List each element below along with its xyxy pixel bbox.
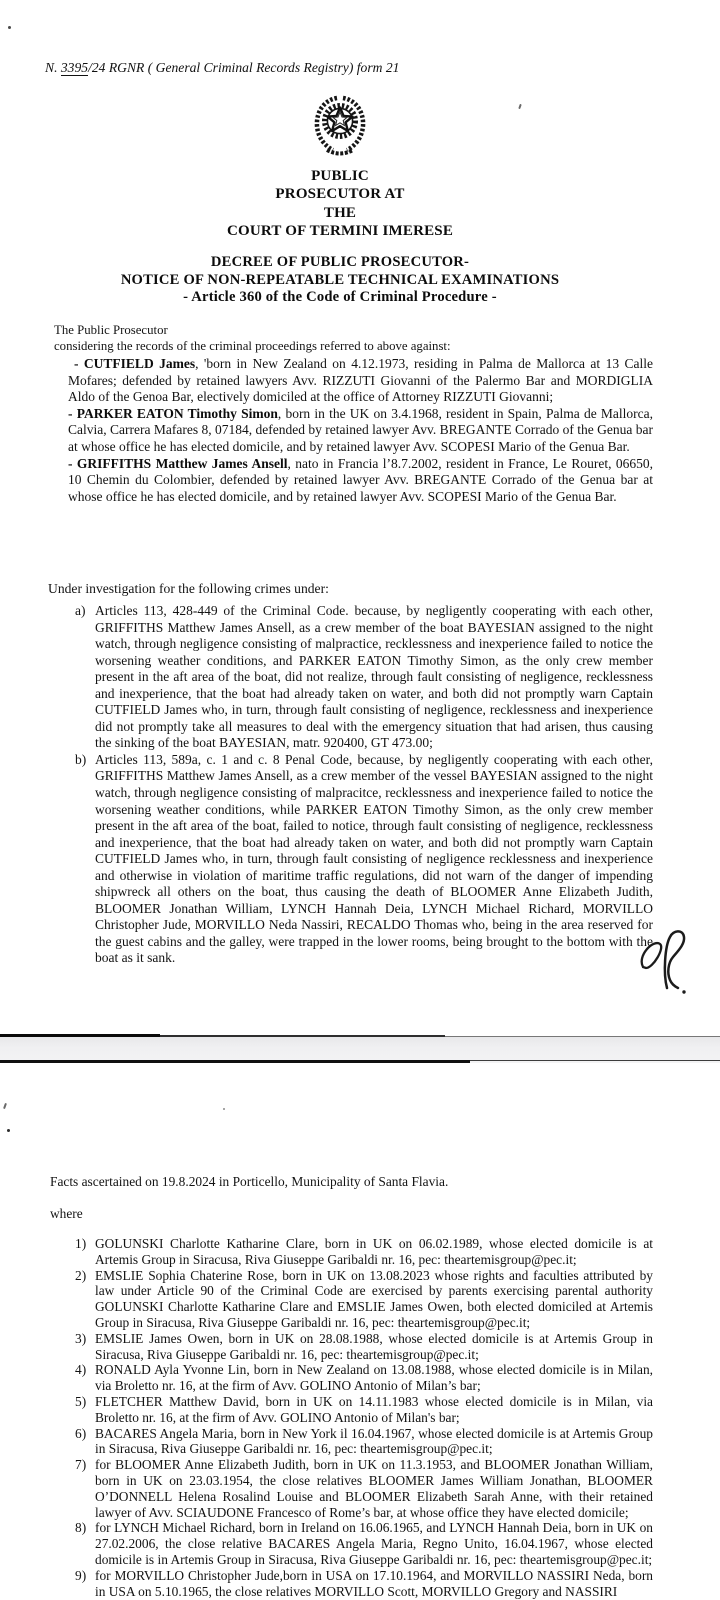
party-number: 1): [75, 1236, 87, 1251]
seam-edge: [470, 1060, 720, 1061]
party-text: EMSLIE Sophia Chaterine Rose, born in UK on 13.08.2023 whose rights and faculties attributed by law under Article 90 of the Criminal Code are exercised by parents exercising parental authority GOLUNSKI Charlotte Katharine Clare and EMSLIE James Owen, both elected domiciled at Artemis Group in Siracusa, Riva Giuseppe Garibaldi nr. 16, pec: theartemisgroup@pec.it;: [95, 1267, 653, 1330]
charge-text: Articles 113, 428-449 of the Criminal Code. because, by negligently cooperating with each other, GRIFFITHS Matthew James Ansell, as a crew member of the boat BAYESIAN assigned to the night watch, through negligence consisting of malpractice, recklessness and inexperience failed to notice the worsening weather conditions, and PARKER EATON Timothy Simon, as the only crew member present in the aft area of the boat, did not realize, through fault consisting of negligence, recklessness and inexperience, that the boat had already taken on water, and both did not promptly warn Captain CUTFIELD James who, in turn, through fault consisting of negligence, recklessness and inexperience did not promptly take all measures to deal with the emergency situation that had arisen, thus causing the sinking of the boat BAYESIAN, matr. 920400, GT 473.00;: [95, 603, 653, 751]
defendant-name: - PARKER EATON Timothy Simon: [68, 405, 278, 421]
seam-edge: [160, 1035, 445, 1037]
scan-speck: [3, 1103, 7, 1109]
defendant-name: - GRIFFITHS Matthew James Ansell: [68, 455, 288, 471]
defendant-details: , nato in Francia l’8.7.2002, resident in France, Le Rouret, 06650, 10 Chemin du Colombier, defended by retained lawyer Avv. BREGANTE Corrado of the Genua bar at whose office he has elected domicile, and by retained lawyer Avv. SCOPESI Mario of the Genua Bar.: [68, 455, 653, 504]
decree-line: - Article 360 of the Code of Criminal Procedure -: [183, 289, 497, 306]
party-number: 7): [75, 1457, 87, 1473]
defendant-paragraph: [68, 356, 653, 406]
parties-list: [75, 1236, 653, 1599]
ref-prefix: N.: [45, 60, 61, 75]
defendant-name: - CUTFIELD James: [74, 356, 196, 371]
office-line: THE: [323, 204, 357, 221]
seam-edge: [445, 1036, 720, 1037]
decree-line: DECREE OF PUBLIC PROSECUTOR-: [210, 254, 470, 270]
party-number: 4): [75, 1362, 87, 1378]
prosecutor-intro: [54, 322, 451, 354]
charges-intro: Under investigation for the following crimes under:: [48, 581, 329, 596]
scan-speck: [7, 1129, 10, 1132]
party-text: for BLOOMER Anne Elizabeth Judith, born in UK on 11.3.1953, and BLOOMER Jonathan William, born in UK on 23.03.1954, the close relatives BLOOMER James William Jonathan, BLOOMER O’DONNELL Helena Rosalind Louise and BLOOMER Elizabeth Sarah Anne, with their retained lawyer of Avv. SCIAUDONE Francesco of Rome’s bar, at whose office they have elected domicile;: [95, 1457, 653, 1520]
defendant-paragraph: [68, 406, 653, 456]
charge-item-a: [75, 603, 653, 752]
office-line: COURT OF TERMINI IMERESE: [226, 223, 454, 240]
scan-speck: [223, 1108, 225, 1110]
italy-coat-of-arms-icon: [312, 94, 368, 156]
scan-speck: [8, 26, 11, 29]
party-item: [75, 1568, 653, 1600]
party-text: RONALD Ayla Yvonne Lin, born in New Zealand on 13.08.1988, whose elected domicile is in Milan, via Broletto nr. 16, at the firm of Avv. GOLINO Antonio of Milan’s bar;: [95, 1362, 653, 1394]
defendant-details: , 'born in New Zealand on 4.12.1973, residing in Palma de Mallorca at 13 Calle Mofares; defended by retained lawyers Avv. RIZZUTI Giovanni of the Palermo Bar and MORDIGLIA Aldo of the Genoa Bar, electively domiciled at the office of Attorney RIZZUTI Giovanni;: [68, 356, 653, 405]
charge-marker: a): [75, 603, 86, 618]
party-item: [75, 1394, 653, 1426]
party-text: EMSLIE James Owen, born in UK on 28.08.1988, whose elected domicile is at Artemis Group in Siracusa, Riva Giuseppe Garibaldi nr. 16, pec: theartemisgroup@pec.it;: [95, 1330, 653, 1362]
registry-reference-line: [45, 60, 399, 76]
party-number: 2): [75, 1267, 87, 1283]
page-2: [0, 1063, 720, 1600]
party-item: [75, 1236, 653, 1268]
charge-marker: b): [75, 751, 87, 767]
party-item: [75, 1426, 653, 1458]
party-number: 8): [75, 1520, 87, 1536]
party-item: [75, 1362, 653, 1394]
party-text: for LYNCH Michael Richard, born in Ireland on 16.06.1965, and LYNCH Hannah Deia, born in UK on 27.02.2006, the close relative BACARES Angela Maria, Regno Unito, 16.04.1967, whose elected domicile is in Artemis Group in Siracusa, Riva Giuseppe Garibaldi nr. 16, pec: theartemisgroup@pec.it;: [95, 1520, 653, 1567]
defendants-list: [68, 356, 653, 505]
decree-line: NOTICE OF NON-REPEATABLE TECHNICAL EXAMINATIONS: [120, 271, 560, 288]
intro-line-2: considering the records of the criminal proceedings referred to above against:: [54, 339, 451, 353]
ref-suffix: /24 RGNR ( General Criminal Records Registry) form 21: [88, 60, 400, 75]
party-number: 6): [75, 1425, 87, 1441]
defendant-paragraph: [68, 456, 653, 506]
party-item: [75, 1520, 653, 1567]
party-item: [75, 1331, 653, 1363]
intro-line-1: The Public Prosecutor: [54, 323, 168, 337]
defendant-details: , born in the UK on 3.4.1968, resident in Spain, Palma de Mallorca, Calvia, Carrera Mafares 8, 07184, defended by retained lawyer Avv. BREGANTE Corrado of the Genua bar at whose office he has elected domicile, and by retained lawyer Avv. SCOPESI Mario of the Genua Bar.: [68, 405, 653, 454]
facts-line: Facts ascertained on 19.8.2024 in Porticello, Municipality of Santa Flavia.: [50, 1174, 449, 1189]
office-line: PUBLIC: [311, 168, 369, 184]
party-text: GOLUNSKI Charlotte Katharine Clare, born in UK on 06.02.1989, whose elected domicile is at Artemis Group in Siracusa, Riva Giuseppe Garibaldi nr. 16, pec: theartemisgroup@pec.it;: [95, 1236, 653, 1267]
seam-edge: [0, 1034, 160, 1037]
where-label: where: [50, 1206, 83, 1221]
party-number: 9): [75, 1567, 87, 1583]
signature-paraph: [640, 926, 690, 998]
party-item: [75, 1268, 653, 1331]
ref-number: 3395: [60, 60, 89, 75]
charge-text: Articles 113, 589a, c. 1 and c. 8 Penal Code, because, by negligently cooperating with each other, GRIFFITHS Matthew James Ansell, as a crew member of the vessel BAYESIAN assigned to the night watch, through negligence consisting of malpracitce, recklessness and inexperience failed to notice the worsening weather conditions, while PARKER EATON Timothy Simon, as the only crew member present in the aft area of the boat, failed to notice, through fault consisting of negligence, recklessness and inexperience, that the boat had already taken on water, and both did not promptly warn Captain CUTFIELD James who, in turn, through fault consisting of negligence recklessness and inexperience and otherwise in violation of maritime traffic regulations, did not warn of the danger of impending shipwreck all others on the boat, thus causing the death of BLOOMER Anne Elizabeth Judith, BLOOMER Jonathan William, LYNCH Hannah Deia, LYNCH Michael Richard, MORVILLO Christopher Jude, MORVILLO Neda Nassiri, RECALDO Thomas who, being in the area reserved for the guest cabins and the galley, were trapped in the lower rooms, being brought to the bottom with the boat as it sank.: [95, 751, 653, 966]
charge-item-b: [75, 752, 653, 967]
party-item: [75, 1457, 653, 1520]
office-heading: [0, 167, 680, 241]
party-text: for MORVILLO Christopher Jude,born in USA on 17.10.1964, and MORVILLO NASSIRI Neda, born in USA on 5.10.1965, the close relatives MORVILLO Scott, MORVILLO Gregory and NASSIRI: [95, 1567, 653, 1599]
decree-title: [0, 254, 680, 307]
party-number: 3): [75, 1330, 87, 1346]
party-text: FLETCHER Matthew David, born in UK on 14.11.1983 whose elected domicile is in Milan, via Broletto nr. 16, at the firm of Avv. GOLINO Antonio of Milan's bar;: [95, 1393, 653, 1425]
office-line: PROSECUTOR AT: [275, 186, 405, 203]
charges-list: [75, 603, 653, 967]
page-break-seam: [0, 1036, 720, 1063]
party-number: 5): [75, 1393, 87, 1409]
scan-speck: [518, 104, 522, 109]
party-text: BACARES Angela Maria, born in New York il 16.04.1967, whose elected domicile is at Artemis Group in Siracusa, Riva Giuseppe Garibaldi nr. 16, pec: theartemisgroup@pec.it;: [95, 1425, 653, 1457]
